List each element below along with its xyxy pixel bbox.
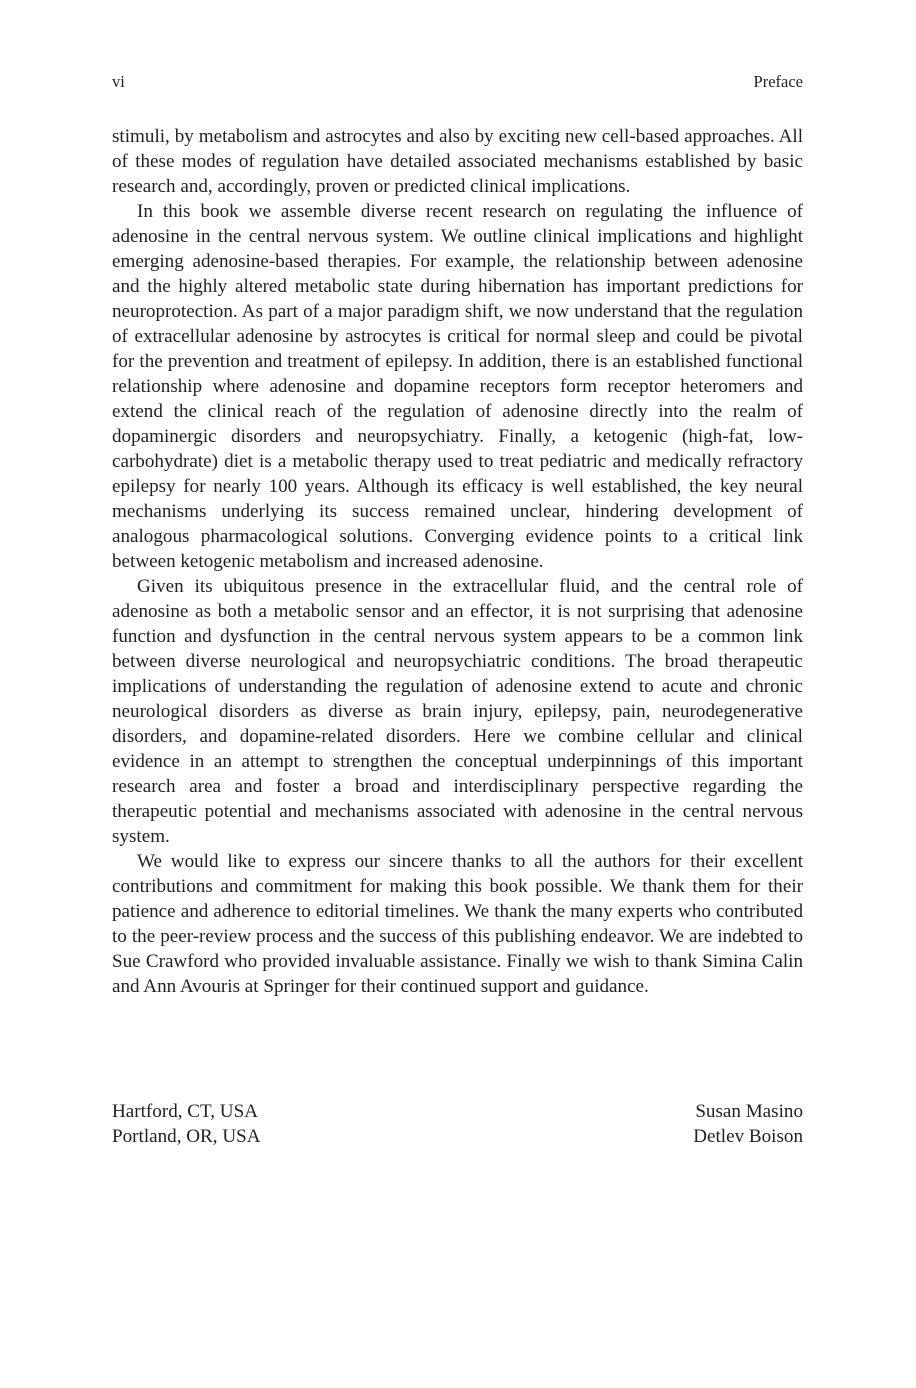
signature-place: Hartford, CT, USA xyxy=(112,1101,259,1122)
page-number: vi xyxy=(112,72,125,91)
paragraph: Given its ubiquitous presence in the extracellular fluid, and the central role of adenosine as both a metabolic sensor and an effector, it is not surprising that adenosine function and dysfunction in the central nervous system appears to be a common link between diverse neurological and neuropsychiatric conditions. The broad therapeutic implications of understanding the regulation of adenosine extend to acute and chronic neurological disorders as diverse as brain injury, epilepsy, pain, neurodegenerative disorders, and dopamine-related disorders. Here we combine cellular and clinical evidence in an attempt to strengthen the conceptual underpinnings of this important research area and foster a broad and interdisciplinary perspective regarding the therapeutic potential and mechanisms associated with adenosine in the central nervous system. xyxy=(112,576,803,847)
signature-row xyxy=(112,1099,803,1124)
signature-block xyxy=(112,1099,803,1149)
preface-body xyxy=(112,124,803,999)
paragraph: We would like to express our sincere thanks to all the authors for their excellent contributions and commitment for making this book possible. We thank them for their patience and adherence to editorial timelines. We thank the many experts who contributed to the peer-review process and the success of this publishing endeavor. We are indebted to Sue Crawford who provided invaluable assistance. Finally we wish to thank Simina Calin and Ann Avouris at Springer for their continued support and guidance. xyxy=(112,851,803,997)
signature-name: Detlev Boison xyxy=(693,1126,803,1147)
signature-row xyxy=(112,1124,803,1149)
running-head xyxy=(112,71,803,93)
section-title: Preface xyxy=(753,72,803,91)
paragraph: In this book we assemble diverse recent research on regulating the influence of adenosine in the central nervous system. We outline clinical implications and highlight emerging adenosine-based therapies. For example, the relationship between adenosine and the highly altered metabolic state during hibernation has important predictions for neuroprotection. As part of a major paradigm shift, we now understand that the regulation of extracellular adenosine by astrocytes is critical for normal sleep and could be pivotal for the prevention and treatment of epilepsy. In addition, there is an established functional relationship where adenosine and dopamine receptors form receptor heteromers and extend the clinical reach of the regulation of adenosine directly into the realm of dopaminergic disorders and neuropsychiatry. Finally, a ketogenic (high-fat, low-carbohydrate) diet is a metabolic therapy used to treat pediatric and medically refractory epilepsy for nearly 100 years. Although its efficacy is well established, the key neural mechanisms underlying its success remained unclear, hindering development of analogous pharmacological solutions. Converging evidence points to a critical link between ketogenic metabolism and increased adenosine. xyxy=(112,201,803,572)
signature-place: Portland, OR, USA xyxy=(112,1126,261,1147)
paragraph-continued: stimuli, by metabolism and astrocytes and also by exciting new cell-based approaches. All of these modes of regulation have detailed associated mechanisms established by basic research and, accordingly, proven or predicted clinical implications. xyxy=(112,126,803,197)
signature-name: Susan Masino xyxy=(695,1101,803,1122)
